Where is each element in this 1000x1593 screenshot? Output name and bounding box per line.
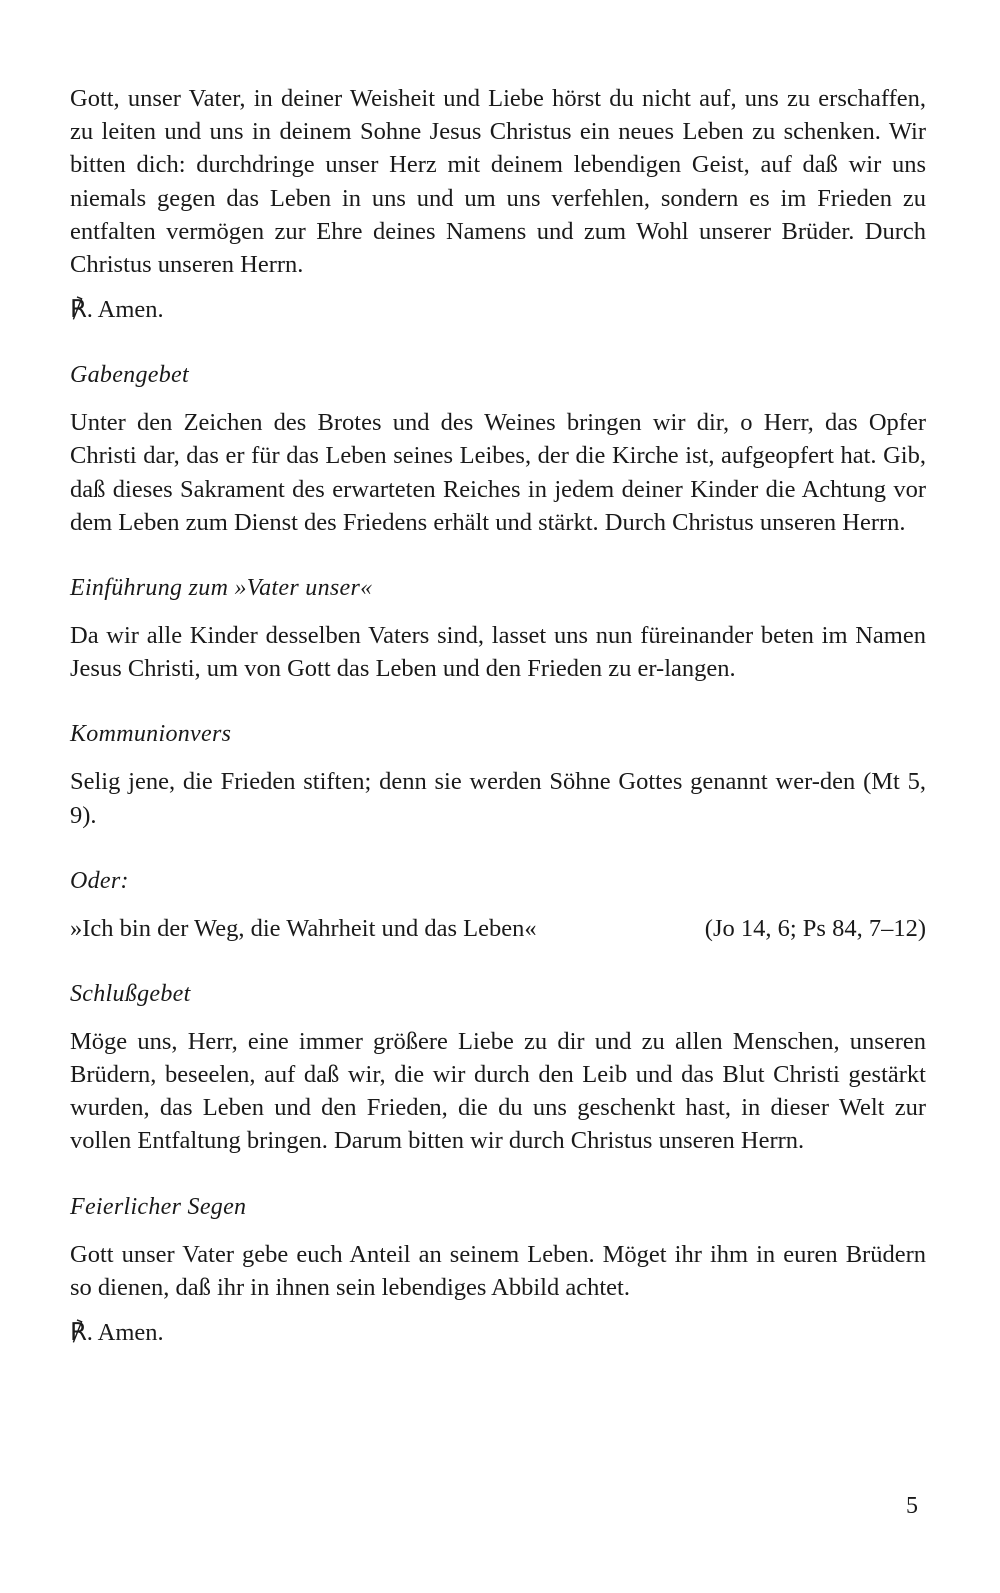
lords-prayer-intro-heading: Einführung zum »Vater unser« [70,575,373,602]
collect-text: Gott, unser Vater, in deiner Weisheit und Liebe hörst du nicht auf, uns zu erschaffen, zu leiten und uns in deinem Sohne Jesus Christus ein neues Leben zu schenken. Wir bitten dich: durchdringe unser Herz mit deinem lebendigen Geist, auf daß wir uns niemals gegen das Leben in uns und um uns verfehlen, sondern es im Frieden zu entfalten vermögen zur Ehre deines Namens und zum Wohl unserer Brüder. Durch Christus unseren Herrn. [70,85,926,279]
blessing-heading: Feierlicher Segen [70,1193,247,1220]
offertory-heading: Gabengebet [70,362,189,389]
lords-prayer-intro-text: Da wir alle Kinder desselben Vaters sind, lasset uns nun füreinander beten im Namen Jesus Christi, um von Gott das Leben und den Frieden zu er-langen. [70,622,926,683]
alternative-text: »Ich bin der Weg, die Wahrheit und das Leben« [70,914,537,942]
blessing-text: Gott unser Vater gebe euch Anteil an seinem Leben. Möget ihr ihm in euren Brüdern so dienen, daß ihr in ihnen sein lebendiges Abbild achtet. [70,1240,926,1301]
page-content [70,82,926,1349]
page-number: 5 [906,1493,918,1519]
communion-text: Selig jene, die Frieden stiften; denn sie werden Söhne Gottes genannt wer-den (Mt 5, 9). [70,768,926,829]
alternative-line [70,912,926,945]
blessing-response: ℟. Amen. [70,1319,164,1347]
alternative-heading: Oder: [70,867,129,894]
collect-response: ℟. Amen. [70,296,164,324]
closing-prayer-text: Möge uns, Herr, eine immer größere Liebe zu dir und zu allen Menschen, unseren Brüdern, beseelen, auf daß wir, die wir durch den Leib und das Blut Christi gestärkt wurden, das Leben und den Frieden, die du uns geschenkt hast, in dieser Welt zur vollen Entfaltung bringen. Darum bitten wir durch Christus unseren Herrn. [70,1027,926,1155]
alternative-reference: (Jo 14, 6; Ps 84, 7–12) [704,914,926,942]
communion-heading: Kommunionvers [70,721,232,748]
offertory-text: Unter den Zeichen des Brotes und des Weines bringen wir dir, o Herr, das Opfer Christi dar, das er für das Leben seines Leibes, der die Kirche ist, aufgeopfert hat. Gib, daß dieses Sakrament des erwarteten Reiches in jedem deiner Kinder die Achtung vor dem Leben zum Dienst des Friedens erhält und stärkt. Durch Christus unseren Herrn. [70,409,926,536]
closing-prayer-heading: Schlußgebet [70,980,191,1007]
